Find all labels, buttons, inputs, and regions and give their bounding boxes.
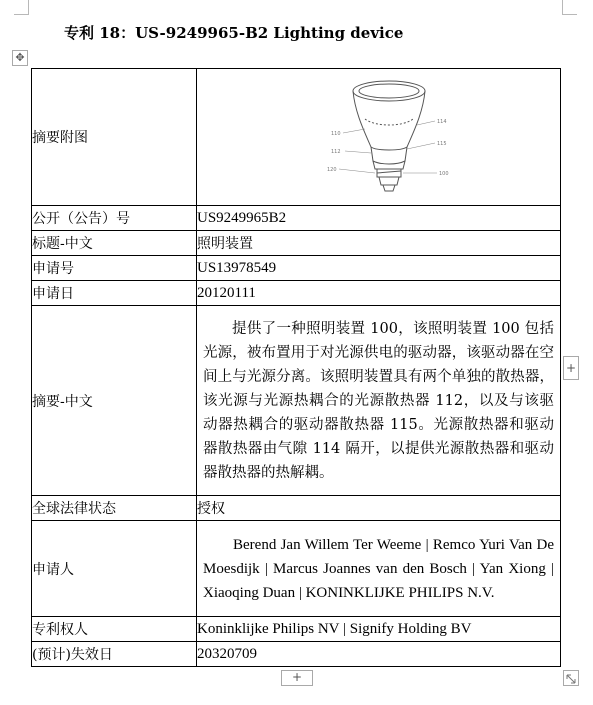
svg-text:114: 114	[437, 119, 447, 125]
svg-text:110: 110	[331, 131, 341, 137]
title-cn-value: 照明装置	[197, 231, 561, 256]
svg-text:115: 115	[437, 141, 447, 147]
lamp-drawing-image	[325, 73, 455, 201]
title-cn-label: 标题-中文	[32, 231, 197, 256]
svg-text:112: 112	[331, 149, 341, 155]
svg-text:120: 120	[327, 167, 337, 173]
page-corner-mark-right	[562, 0, 577, 15]
svg-text:100: 100	[439, 171, 449, 177]
table-row-app-date	[32, 281, 561, 306]
applicant-text: Berend Jan Willem Ter Weeme | Remco Yuri Van De Moesdijk | Marcus Joannes van den Bosch | Yan Xiong | Xiaoqing Duan | KONINKLIJKE PHILIPS N.V.	[203, 536, 554, 601]
table-row-expiry	[32, 642, 561, 667]
app-no-value: US13978549	[197, 256, 561, 281]
abstract-value-cell	[197, 306, 561, 496]
table-row-title-cn	[32, 231, 561, 256]
table-row-legal-status	[32, 496, 561, 521]
legal-status-value: 授权	[197, 496, 561, 521]
patentee-value: Koninklijke Philips NV | Signify Holding BV	[197, 617, 561, 642]
app-no-label: 申请号	[32, 256, 197, 281]
image-label: 摘要附图	[32, 69, 197, 206]
abstract-text: 提供了一种照明装置 100，该照明装置 100 包括光源，被布置用于对光源供电的驱动器，该驱动器在空间上与光源分离。该照明装置具有两个单独的散热器，该光源与光源热耦合的光源散热器 112，以及与该驱动器热耦合的驱动器散热器 115。光源散热器和驱动器散热器由气隙 114 隔开，以提供光源散热器和驱动器散热器的热解耦。	[203, 320, 554, 481]
app-date-value: 20120111	[197, 281, 561, 306]
table-row-applicant	[32, 521, 561, 617]
legal-status-label: 全球法律状态	[32, 496, 197, 521]
table-row-app-no	[32, 256, 561, 281]
app-date-label: 申请日	[32, 281, 197, 306]
resize-arrow-glyph	[564, 672, 578, 686]
patent-info-table	[31, 68, 561, 667]
page-corner-mark-left	[14, 0, 29, 15]
resize-diagonal-icon[interactable]	[563, 670, 579, 686]
table-row-abstract	[32, 306, 561, 496]
document-title: 专利 18：US-9249965-B2 Lighting device	[64, 24, 404, 42]
expiry-label: (预计)失效日	[32, 642, 197, 667]
move-cross-icon[interactable]: ✥	[12, 50, 28, 66]
pub-no-value: US9249965B2	[197, 206, 561, 231]
patentee-label: 专利权人	[32, 617, 197, 642]
table-row-patentee	[32, 617, 561, 642]
abstract-figure-cell	[197, 69, 561, 206]
applicant-label: 申请人	[32, 521, 197, 617]
applicant-value-cell	[197, 521, 561, 617]
table-row-image	[32, 69, 561, 206]
add-row-button[interactable]: +	[563, 356, 579, 380]
add-column-button[interactable]: +	[281, 670, 313, 686]
abstract-label: 摘要-中文	[32, 306, 197, 496]
pub-no-label: 公开（公告）号	[32, 206, 197, 231]
expiry-value: 20320709	[197, 642, 561, 667]
table-row-pub-no	[32, 206, 561, 231]
